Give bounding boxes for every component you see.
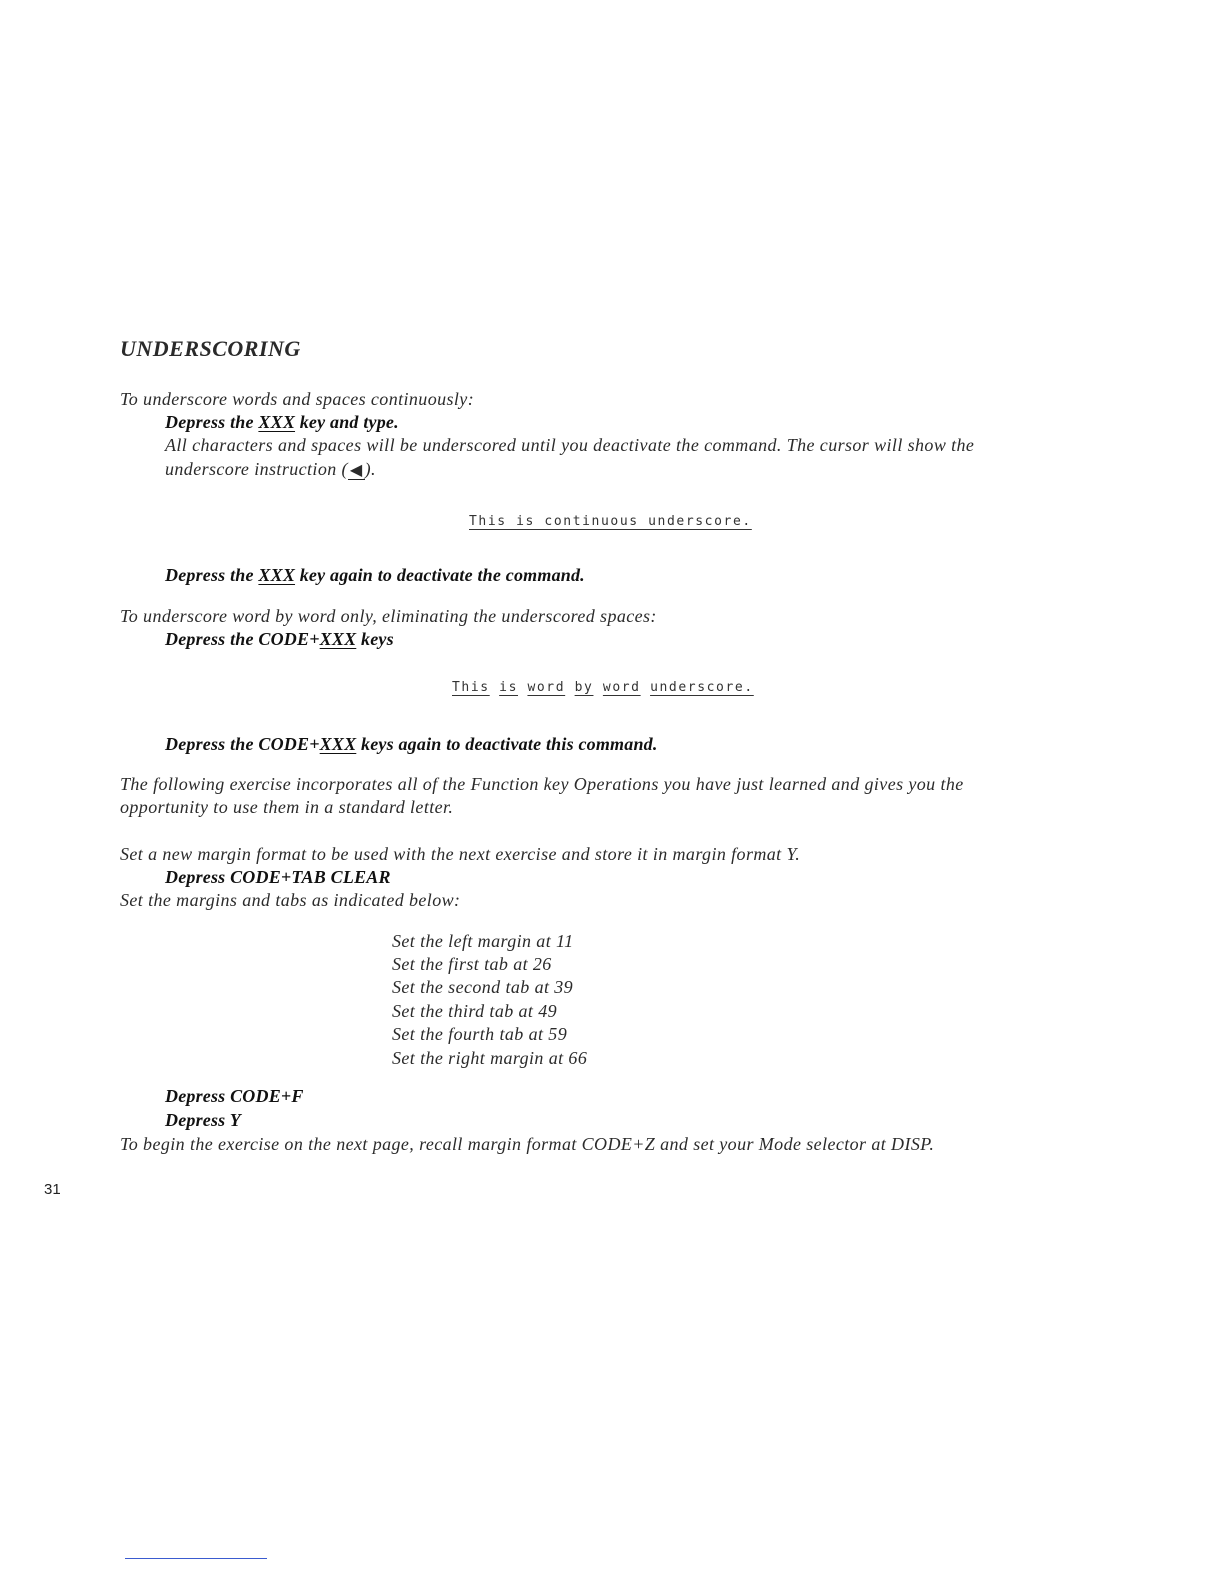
step-text-post: key and type. bbox=[295, 412, 399, 432]
tab-clear-step: Depress CODE+TAB CLEAR bbox=[165, 867, 391, 887]
word-by-word-step-activate bbox=[165, 629, 394, 650]
example-word: word bbox=[527, 680, 566, 695]
continuous-note-line-1: All characters and spaces will be underscored until you deactivate the command. The cursor will show the bbox=[165, 435, 975, 455]
word-by-word-intro: To underscore word by word only, eliminating the underscored spaces: bbox=[120, 606, 657, 626]
store-step-code-f: Depress CODE+F bbox=[165, 1086, 304, 1106]
word-by-word-step-deactivate bbox=[165, 734, 658, 755]
continuous-step-activate bbox=[165, 412, 399, 433]
setting-right-margin: Set the right margin at 66 bbox=[392, 1048, 588, 1068]
example-word: This bbox=[452, 680, 490, 695]
example-word: underscore. bbox=[650, 680, 754, 695]
step-text-pre: Depress the bbox=[165, 565, 259, 585]
page-number: 31 bbox=[44, 1181, 61, 1198]
exercise-intro-line-2: opportunity to use them in a standard letter. bbox=[120, 797, 454, 817]
step-text-post: keys bbox=[356, 629, 394, 649]
setting-second-tab: Set the second tab at 39 bbox=[392, 977, 574, 997]
section-heading: UNDERSCORING bbox=[120, 336, 301, 361]
step-text-pre: Depress the CODE+ bbox=[165, 734, 320, 754]
margins-tabs-intro: Set the margins and tabs as indicated below: bbox=[120, 890, 461, 910]
example-word: word bbox=[602, 680, 641, 695]
word-by-word-example bbox=[452, 680, 754, 695]
continuous-note-line-2 bbox=[165, 459, 376, 480]
note-text-pre: underscore instruction ( bbox=[165, 459, 348, 479]
xxx-key-label: XXX bbox=[258, 565, 296, 585]
example-word: is bbox=[499, 680, 519, 695]
setting-left-margin: Set the left margin at 11 bbox=[392, 931, 574, 951]
setting-third-tab: Set the third tab at 49 bbox=[392, 1001, 558, 1021]
xxx-key-label: XXX bbox=[319, 629, 357, 649]
continuous-step-deactivate bbox=[165, 565, 585, 586]
xxx-key-label: XXX bbox=[319, 734, 357, 754]
example-word: by bbox=[574, 680, 594, 695]
store-step-y: Depress Y bbox=[165, 1110, 241, 1130]
exercise-closing: To begin the exercise on the next page, recall margin format CODE+Z and set your Mode selector at DISP. bbox=[120, 1134, 935, 1154]
setting-fourth-tab: Set the fourth tab at 59 bbox=[392, 1024, 568, 1044]
step-text-pre: Depress the bbox=[165, 412, 259, 432]
xxx-key-label: XXX bbox=[258, 412, 296, 432]
underscore-cursor-icon: ◀ bbox=[349, 462, 363, 479]
step-text-post: key again to deactivate the command. bbox=[295, 565, 585, 585]
setting-first-tab: Set the first tab at 26 bbox=[392, 954, 552, 974]
continuous-intro: To underscore words and spaces continuously: bbox=[120, 389, 475, 409]
step-text-pre: Depress the CODE+ bbox=[165, 629, 320, 649]
continuous-example: This is continuous underscore. bbox=[469, 514, 752, 529]
step-text-post: keys again to deactivate this command. bbox=[356, 734, 658, 754]
exercise-intro-line-1: The following exercise incorporates all of the Function key Operations you have just learned and gives you the bbox=[120, 774, 964, 794]
note-text-post: ). bbox=[364, 459, 376, 479]
footer-rule bbox=[125, 1558, 267, 1559]
margin-format-intro: Set a new margin format to be used with the next exercise and store it in margin format Y. bbox=[120, 844, 801, 864]
